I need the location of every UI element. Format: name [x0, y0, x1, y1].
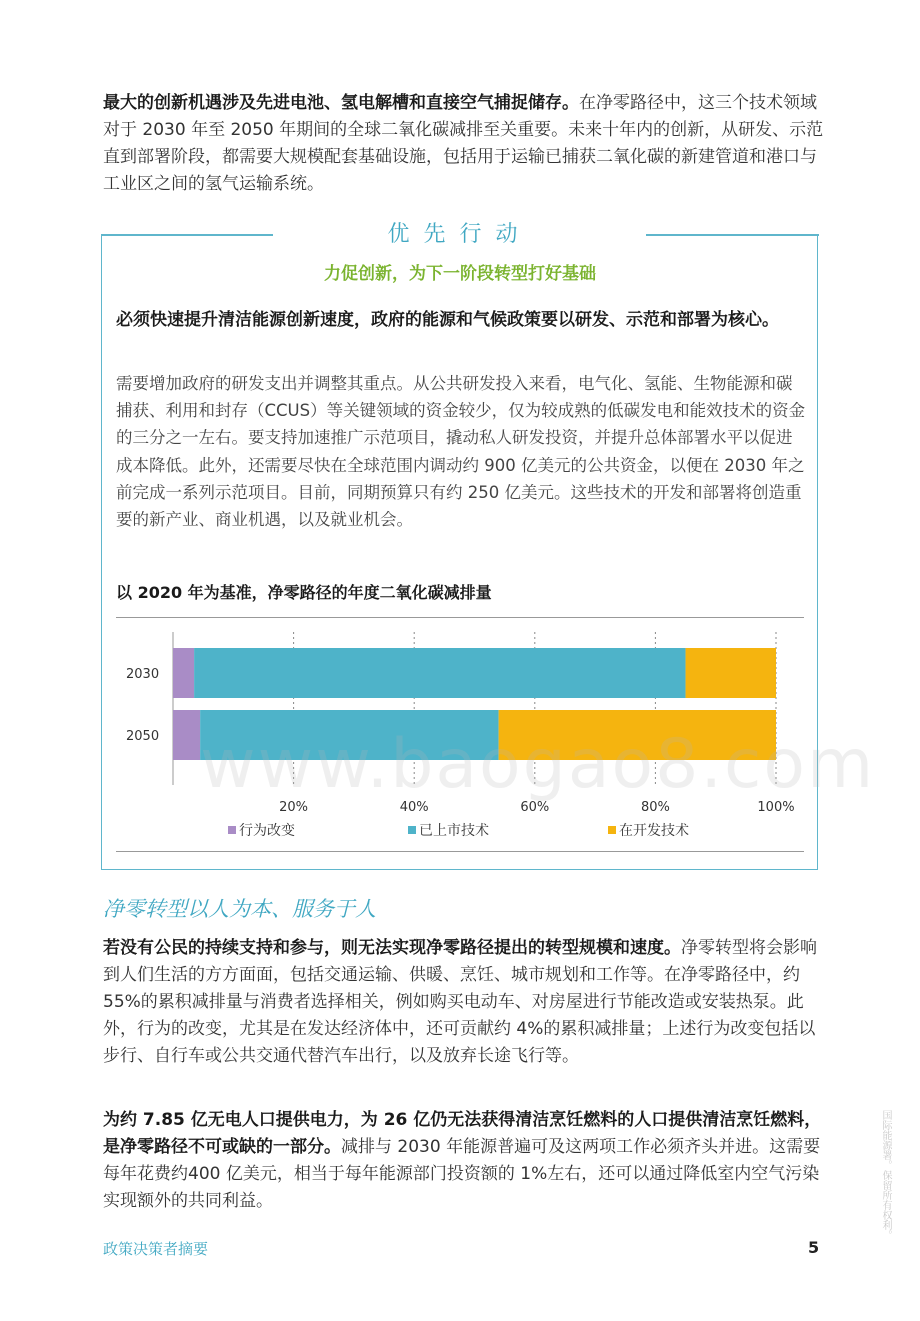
chart-title: 以 2020 年为基准，净零路径的年度二氧化碳减排量 [116, 583, 492, 602]
section-heading: 净零转型以人为本、服务于人 [103, 897, 376, 921]
x-tick-label-4: 100% [757, 800, 795, 815]
priority-body: 需要增加政府的研发支出并调整其重点。从公共研发投入来看，电气化、氢能、生物能源和碳捕获、利用和封存（CCUS）等关键领域的资金较少，仅为较成熟的低碳发电和能效技术的资金的三分之一左右。要支持加速推广示范项目，撬动私人研发投资，并提升总体部署水平以促进成本降低。此外，还需要尽快在全球范围内调动约 900 亿美元的公共资金，以便在 2030 年之前完成一系列示范项目。目前，同期预算只有约 250 亿美元。这些技术的开发和部署将创造重要的新产业、商业机遇，以及就业机会。 [116, 374, 806, 530]
priority-lead: 必须快速提升清洁能源创新速度，政府的能源和气候政策要以研发、示范和部署为核心。 [116, 310, 779, 330]
p2-bold: 为约 7.85 亿无电人口提供电力，为 26 亿仍无法获得清洁烹饪燃料的人口提供清洁烹饪燃料，是净零路径不可或缺的一部分。 [103, 1110, 822, 1157]
intro-paragraph [103, 90, 825, 198]
x-tick-label-3: 80% [640, 800, 670, 815]
chart-bottom-rule [116, 851, 804, 852]
intro-bold: 最大的创新机遇涉及先进电池、氢电解槽和直接空气捕捉储存。 [103, 93, 579, 113]
page-number: 5 [808, 1238, 820, 1257]
x-tick-label-0: 20% [279, 800, 309, 815]
legend-swatch-0 [228, 826, 236, 834]
chart-top-rule [116, 617, 804, 618]
legend-swatch-1 [408, 826, 416, 834]
priority-title: 优先行动 [387, 222, 532, 247]
x-tick-label-1: 40% [399, 800, 429, 815]
intro-text: 在净零路径中，这三个技术领域对于 2030 年至 2050 年期间的全球二氧化碳减排至关重要。未来十年内的创新，从研发、示范直到部署阶段，都需要大规模配套基础设施，包括用于运输已捕获二氧化碳的新建管道和港口与工业区之间的氢气运输系统。 [103, 93, 824, 194]
p1-bold: 若没有公民的持续支持和参与，则无法实现净零路径提出的转型规模和速度。 [103, 938, 681, 958]
x-tick-label-2: 60% [520, 800, 550, 815]
legend-label-2: 在开发技术 [619, 823, 689, 839]
category-label-2030: 2030 [126, 667, 160, 682]
bar-2030-1 [194, 648, 685, 698]
bar-2030-0 [173, 648, 194, 698]
category-label-2050: 2050 [126, 729, 160, 744]
bar-2030-2 [686, 648, 776, 698]
p1-text: 净零转型将会影响到人们生活的方方面面，包括交通运输、供暖、烹饪、城市规划和工作等。在净零路径中，约 55%的累积减排量与消费者选择相关，例如购买电动车、对房屋进行节能改造或安装热泵。此外，行为的改变，尤其是在发达经济体中，还可贡献约 4%的累积减排量；上述行为改变包括以步行、自行车或公共交通代替汽车出行，以及放弃长途飞行等。 [103, 938, 817, 1066]
legend-label-0: 行为改变 [239, 823, 295, 839]
legend-swatch-2 [608, 826, 616, 834]
p2-text: 减排与 2030 年能源普遍可及这两项工作必须齐头并进。这需要每年花费约400 亿美元，相当于每年能源部门投资额的 1%左右，还可以通过降低室内空气污染实现额外的共同利益。 [103, 1137, 821, 1211]
priority-subtitle: 力促创新，为下一阶段转型打好基础 [324, 264, 596, 284]
section-paragraph-1 [103, 935, 825, 1070]
bar-2050-0 [173, 710, 200, 760]
section-paragraph-2 [103, 1107, 825, 1215]
box-top-line-left [101, 234, 273, 236]
watermark: www.baogao8.com [200, 725, 876, 804]
legend-label-1: 已上市技术 [419, 823, 489, 839]
box-top-line-right [646, 234, 819, 236]
copyright-note: 国际能源署。保留所有权利。 [880, 1110, 891, 1240]
footer-label: 政策决策者摘要 [103, 1240, 209, 1258]
